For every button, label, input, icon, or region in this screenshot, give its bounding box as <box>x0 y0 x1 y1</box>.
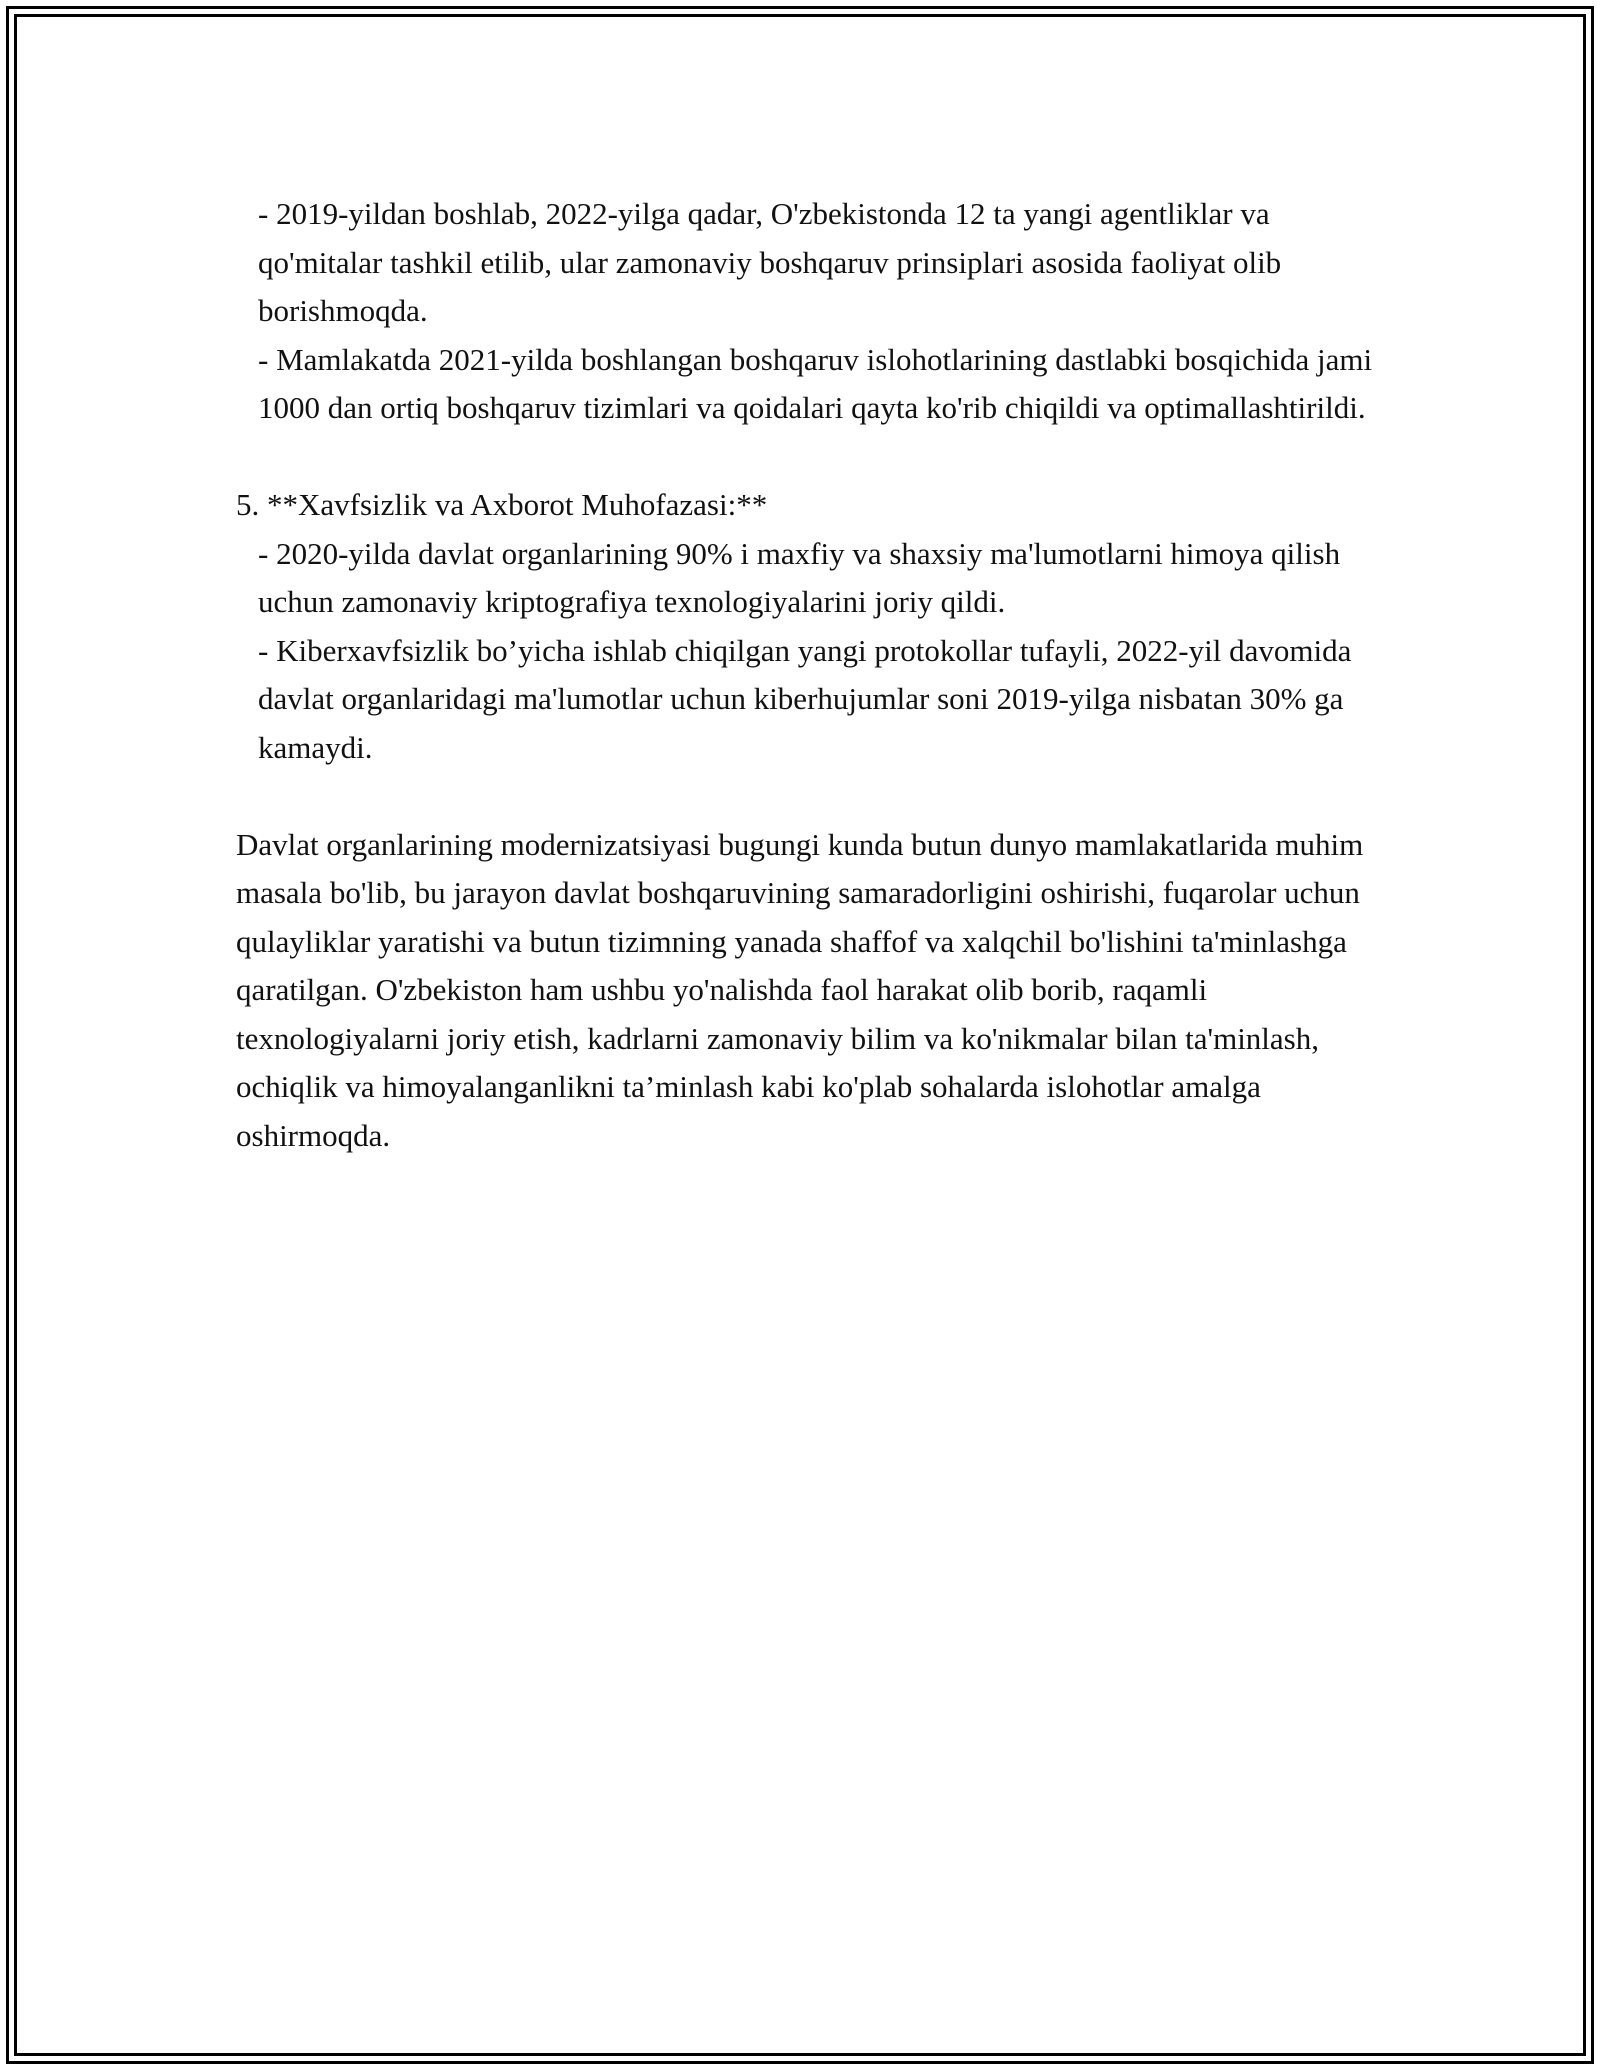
document-body <box>236 190 1386 1160</box>
conclusion-paragraph: Davlat organlarining modernizatsiyasi bugungi kunda butun dunyo mamlakatlarida muhim masala bo'lib, bu jarayon davlat boshqaruvining samaradorligini oshirishi, fuqarolar uchun qulayliklar yaratishi va butun tizimning yanada shaffof va xalqchil bo'lishini ta'minlashga qaratilgan. O'zbekiston ham ushbu yo'nalishda faol harakat olib borib, raqamli texnologiyalarni joriy etish, kadrlarni zamonaviy bilim va ko'nikmalar bilan ta'minlash, ochiqlik va himoyalanganlikni ta’minlash kabi ko'plab sohalarda islohotlar amalga oshirmoqda. <box>236 826 1364 1153</box>
section-heading: 5. **Xavfsizlik va Axborot Muhofazasi:** <box>236 487 768 522</box>
paragraph-spacer <box>236 772 1386 821</box>
paragraph-spacer <box>236 433 1386 482</box>
list-item: - Mamlakatda 2021-yilda boshlangan boshqaruv islohotlarining dastlabki bosqichida jami 1000 dan ortiq boshqaruv tizimlari va qoidalari qayta ko'rib chiqildi va optimallashtirildi. <box>258 341 1373 425</box>
list-item: - 2020-yilda davlat organlarining 90% i maxfiy va shaxsiy ma'lumotlarni himoya qilish uchun zamonaviy kriptografiya texnologiyalarini joriy qildi. <box>258 535 1341 619</box>
list-item: - Kiberxavfsizlik bo’yicha ishlab chiqilgan yangi protokollar tufayli, 2022-yil davomida davlat organlaridagi ma'lumotlar uchun kiberhujumlar soni 2019-yilga nisbatan 30% ga kamaydi. <box>258 632 1352 765</box>
list-item: - 2019-yildan boshlab, 2022-yilga qadar, O'zbekistonda 12 ta yangi agentliklar va qo'mitalar tashkil etilib, ular zamonaviy boshqaruv prinsiplari asosida faoliyat olib borishmoqda. <box>258 196 1282 328</box>
